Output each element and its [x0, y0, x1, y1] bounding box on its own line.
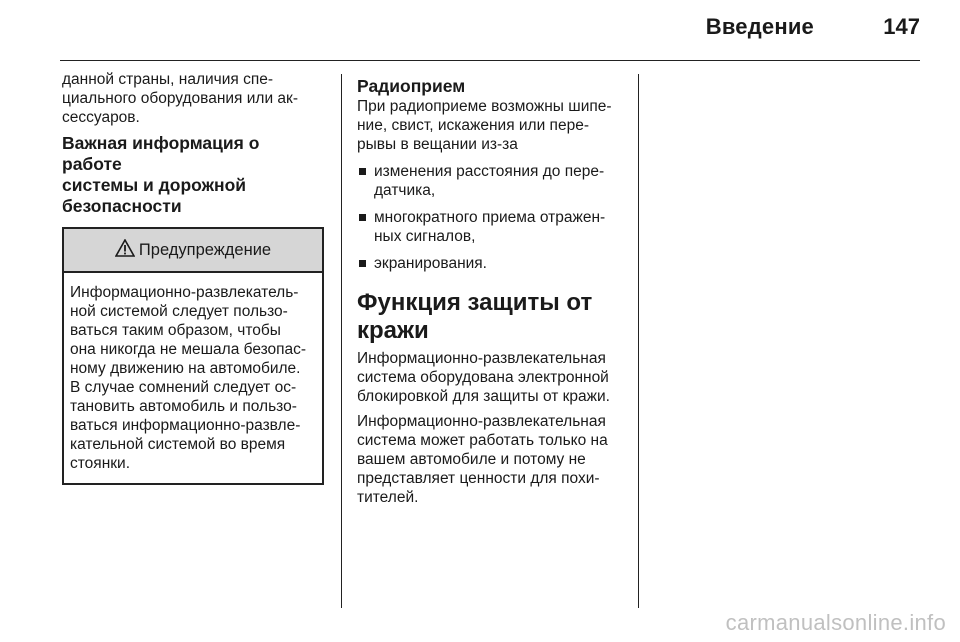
theft-paragraph-2: Информационно-развлекательная система может работать только на вашем автомобиле и потому не представляет ценности для похи- тителей.: [357, 413, 608, 506]
column-divider-right: [638, 74, 639, 608]
radio-text: При радиоприеме возможны шипе- ние, свист, искажения или пере- рывы в вещании из-за: [357, 98, 612, 153]
middle-column: [357, 76, 627, 507]
warning-box: [62, 227, 324, 485]
bullet-square-icon: [359, 214, 366, 221]
theft-paragraph-1: Информационно-развлекательная система оборудована электронной блокировкой для защиты от кражи.: [357, 350, 610, 405]
radio-bullet-list: [357, 162, 627, 273]
warning-body: [64, 273, 322, 483]
page-number: 147: [883, 14, 920, 39]
safety-heading: Важная информация о работе системы и дорожной безопасности: [62, 133, 260, 216]
column-divider-left: [341, 74, 342, 608]
warning-title: Предупреждение: [138, 240, 272, 259]
watermark: carmanualsonline.info: [725, 610, 946, 635]
intro-text: данной страны, наличия спе- циального оборудования или ак- сессуаров.: [62, 71, 298, 126]
list-item: [357, 254, 627, 273]
warning-text: Информационно-развлекатель- ной системой следует пользо- ваться таким образом, чтобы она никогда не мешала безопас- ному движению на автомобиле. В случае сомнений следует ос- тановить автомобиль и пользо- ваться информационно-развле- кательной системой во время стоянки.: [70, 284, 307, 472]
bullet-square-icon: [359, 260, 366, 267]
list-item: [357, 208, 627, 246]
theft-heading: Функция защиты от кражи: [357, 289, 593, 344]
list-item-text: экранирования.: [374, 255, 487, 272]
header-divider: [60, 60, 920, 61]
list-item: [357, 162, 627, 200]
radio-heading: Радиоприем: [357, 76, 466, 96]
list-item-text: многократного приема отражен- ных сигналов,: [374, 209, 606, 245]
warning-triangle-icon: [115, 239, 135, 262]
left-column: [62, 70, 324, 485]
list-item-text: изменения расстояния до пере- датчика,: [374, 163, 605, 199]
bullet-square-icon: [359, 168, 366, 175]
page-header-title: Введение: [705, 14, 814, 39]
warning-header: [64, 229, 322, 273]
